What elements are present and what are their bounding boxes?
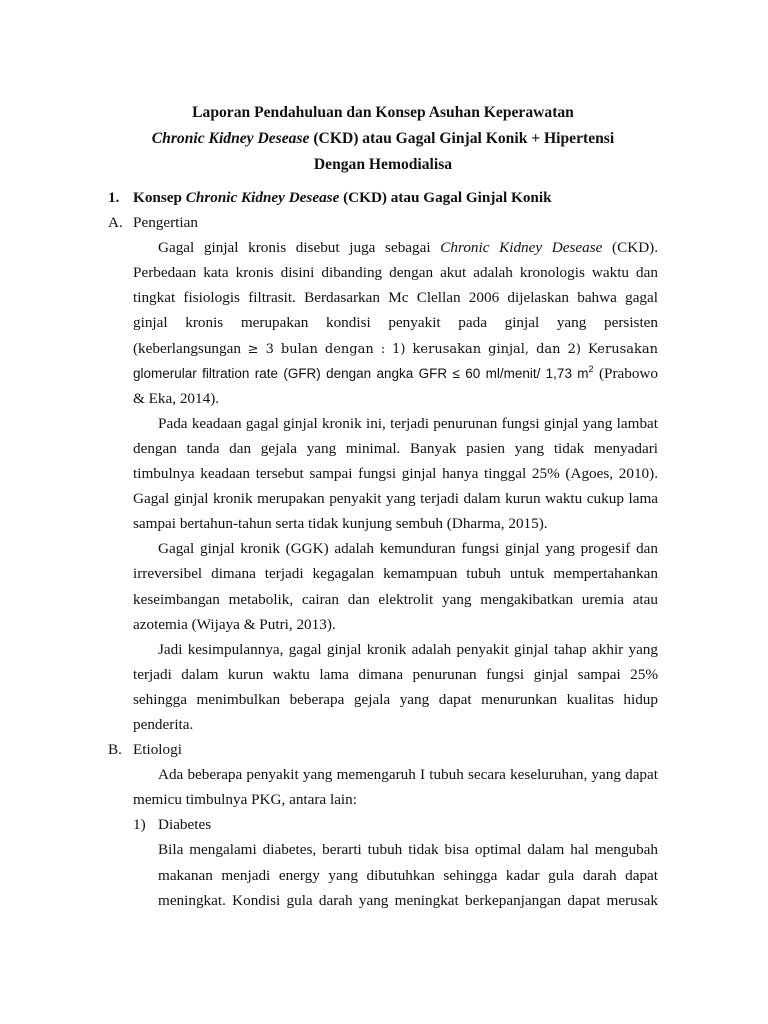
etiologi-intro-paragraph (108, 762, 658, 812)
section-heading-italic: Chronic Kidney Desease (185, 189, 340, 206)
text-line: keseimbangan metabolik, cairan dan elektrolit yang mengakibatkan uremia atau (133, 590, 658, 608)
text-line: memicu timbulnya PKG, antara lain: (133, 791, 357, 809)
formula-text: ≥ 3 bulan dengan : 1) kerusakan ginjal, dan 2) Kerusakan (247, 341, 659, 357)
title-italic-term: Chronic Kidney Desease (151, 130, 310, 147)
paragraph-2 (108, 411, 658, 536)
text-segment: (Prabowo (598, 364, 658, 382)
text-line (133, 336, 658, 361)
list-item-title: Diabetes (158, 816, 212, 834)
document-title (108, 100, 658, 178)
document-body (108, 100, 658, 913)
text-line: Pada keadaan gagal ginjal kronik ini, terjadi penurunan fungsi ginjal yang lambat (158, 414, 658, 432)
section-heading-text (133, 185, 658, 210)
text-line: Bila mengalami diabetes, berarti tubuh tidak bisa optimal dalam hal mengubah (158, 841, 658, 859)
section-heading-rest: (CKD) atau Gagal Ginjal Konik (343, 189, 552, 206)
list-item-heading (133, 812, 658, 837)
text-line: azotemia (Wijaya & Putri, 2013). (133, 615, 336, 633)
text-line: makanan menjadi energy yang dibutuhkan sehingga kadar gula darah dapat (158, 866, 658, 884)
title-line-2-rest: (CKD) atau Gagal Ginjal Konik + Hipertensi (313, 130, 615, 147)
text-line: & Eka, 2014). (133, 389, 220, 407)
subsection-label: B. (108, 741, 122, 759)
paragraph-4 (108, 637, 658, 737)
section-heading (108, 185, 658, 210)
text-line: Gagal ginjal kronik (GGK) adalah kemunduran fungsi ginjal yang progesif dan (158, 540, 658, 558)
text-line: dengan tanda dan gejala yang minimal. Banyak pasien yang tidak menyadari (133, 439, 658, 457)
list-item-paragraph (108, 837, 658, 912)
text-line: sehingga menimbulkan beberapa gejala yang dapat menurunkan kualitas hidup (133, 690, 658, 708)
text-line: penderita. (133, 715, 194, 733)
text-line: Jadi kesimpulannya, gagal ginjal kronik adalah penyakit ginjal tahap akhir yang (158, 640, 658, 658)
section-number: 1. (108, 189, 120, 206)
superscript: 2 (588, 363, 594, 374)
text-line: ginjal kronis merupakan kondisi penyakit pada ginjal yang persisten (133, 314, 658, 332)
text-line: tingkat fisiologis filtrasit. Berdasarkan Mc Clellan 2006 dijelaskan bahwa gagal (133, 289, 658, 307)
text-line: Gagal ginjal kronik merupakan penyakit yang terjadi dalam kurun waktu cukup lama (133, 490, 658, 508)
section-heading-prefix: Konsep (133, 189, 182, 206)
text-line: irreversibel dimana terjadi kegagalan kemampuan tubuh untuk mempertahankan (133, 565, 658, 583)
paragraph-1 (108, 235, 658, 411)
text-line (133, 235, 658, 260)
formula-text: glomerular filtration rate (GFR) dengan angka GFR ≤ 60 ml/menit/ 1,73 m (133, 365, 589, 381)
title-line-3: Dengan Hemodialisa (313, 156, 453, 173)
document-content (108, 185, 658, 913)
subsection-heading-pengertian (108, 210, 658, 235)
text-line: Perbedaan kata kronis disini dibanding dengan akut adalah kronologis waktu dan (133, 264, 658, 282)
text-segment: (CKD). (612, 239, 659, 257)
list-item-number: 1) (133, 816, 146, 834)
text-line: terjadi dalam kurun waktu lama dimana penurunan fungsi ginjal sampai 25% (133, 665, 658, 683)
text-segment: (keberlangsungan (133, 339, 241, 357)
text-line: timbulnya keadaan tersebut sampai fungsi ginjal hanya tinggal 25% (Agoes, 2010). (133, 465, 658, 483)
text-line: meningkat. Kondisi gula darah yang meningkat berkepanjangan dapat merusak (158, 891, 658, 909)
subsection-heading-etiologi (108, 737, 658, 762)
subsection-title: Etiologi (133, 741, 182, 759)
text-line (133, 361, 658, 386)
subsection-label: A. (108, 214, 123, 232)
title-line-1: Laporan Pendahuluan dan Konsep Asuhan Keperawatan (192, 104, 574, 121)
paragraph-3 (108, 536, 658, 636)
text-segment: Gagal ginjal kronis disebut juga sebagai (158, 239, 431, 257)
italic-term: Chronic Kidney Desease (440, 239, 603, 257)
title-line-2 (108, 126, 658, 152)
text-line: Ada beberapa penyakit yang memengaruh I tubuh secara keseluruhan, yang dapat (158, 766, 658, 784)
text-line: sampai bertahun-tahun serta tidak kunjung sembuh (Dharma, 2015). (133, 515, 548, 533)
subsection-title: Pengertian (133, 214, 198, 232)
